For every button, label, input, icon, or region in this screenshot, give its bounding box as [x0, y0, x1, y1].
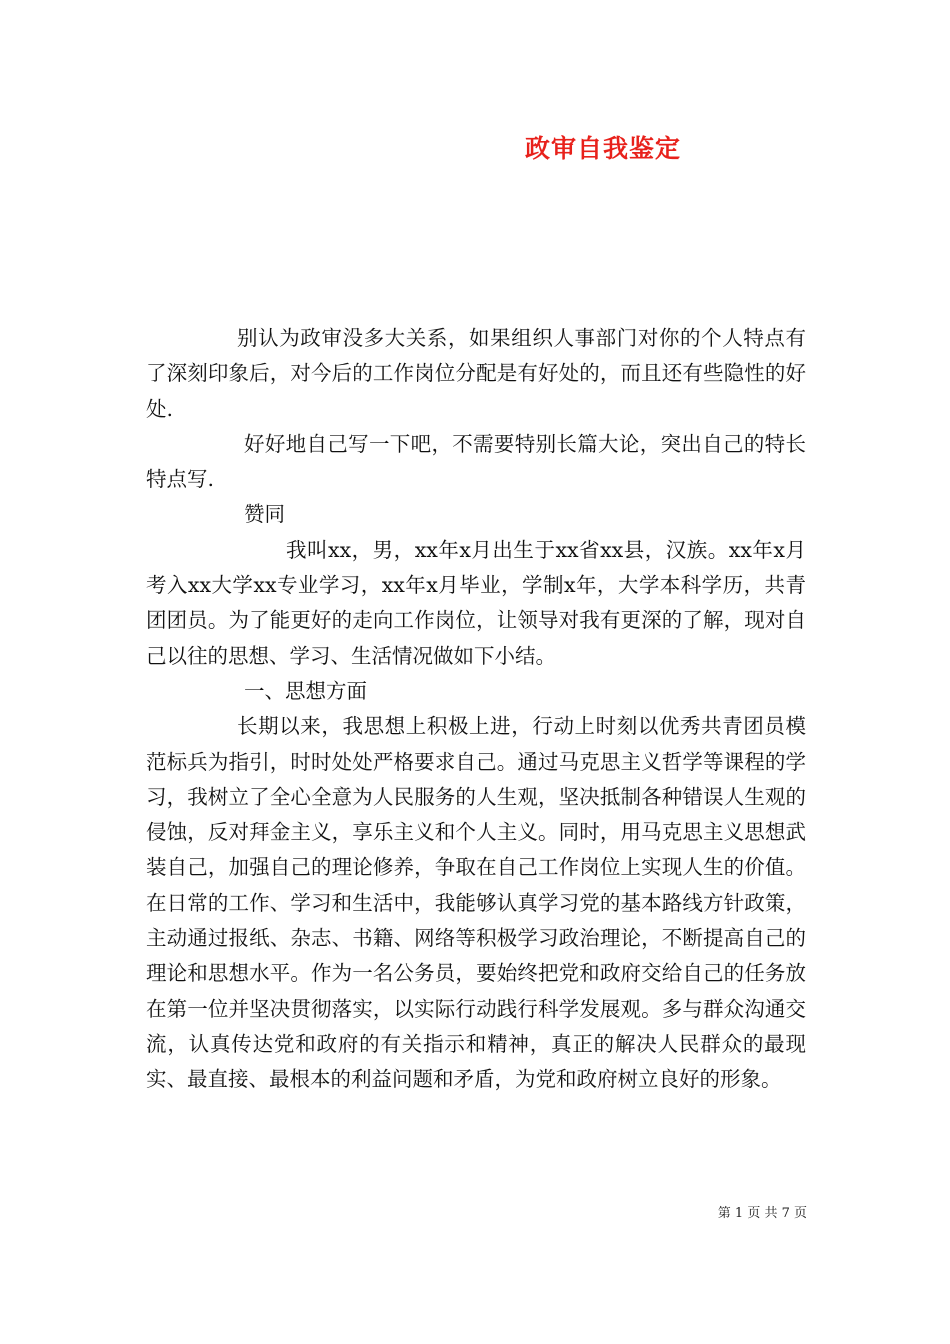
- paragraph-advice: 好好地自己写一下吧，不需要特别长篇大论，突出自己的特长特点写.: [146, 431, 806, 492]
- section-heading-thought: 一、思想方面: [244, 678, 367, 703]
- document-body: [146, 321, 806, 1098]
- paragraph-intro: 别认为政审没多大关系，如果组织人事部门对你的个人特点有了深刻印象后，对今后的工作岗位分配是有好处的，而且还有些隐性的好处.: [146, 326, 806, 421]
- page-number-footer: 第 1 页 共 7 页: [717, 1206, 807, 1221]
- paragraph-agree: 赞同: [244, 502, 285, 527]
- paragraph-thought: 长期以来，我思想上积极上进，行动上时刻以优秀共青团员模范标兵为指引，时时处处严格要求自己。通过马克思主义哲学等课程的学习，我树立了全心全意为人民服务的人生观，坚决抵制各种错误人生观的侵蚀，反对拜金主义，享乐主义和个人主义。同时，用马克思主义思想武装自己，加强自己的理论修养，争取在自己工作岗位上实现人生的价值。在日常的工作、学习和生活中，我能够认真学习党的基本路线方针政策，主动通过报纸、杂志、书籍、网络等积极学习政治理论，不断提高自己的理论和思想水平。作为一名公务员，要始终把党和政府交给自己的任务放在第一位并坚决贯彻落实，以实际行动践行科学发展观。多与群众沟通交流，认真传达党和政府的有关指示和精神，真正的解决人民群众的最现实、最直接、最根本的利益问题和矛盾，为党和政府树立良好的形象。: [146, 714, 806, 1092]
- document-title: 政审自我鉴定: [524, 134, 681, 163]
- paragraph-personal-info: 我叫xx，男，xx年x月出生于xx省xx县，汉族。xx年x月考入xx大学xx专业学习，xx年x月毕业，学制x年，大学本科学历，共青团团员。为了能更好的走向工作岗位，让领导对我有更深的了解，现对自己以往的思想、学习、生活情况做如下小结。: [146, 537, 806, 668]
